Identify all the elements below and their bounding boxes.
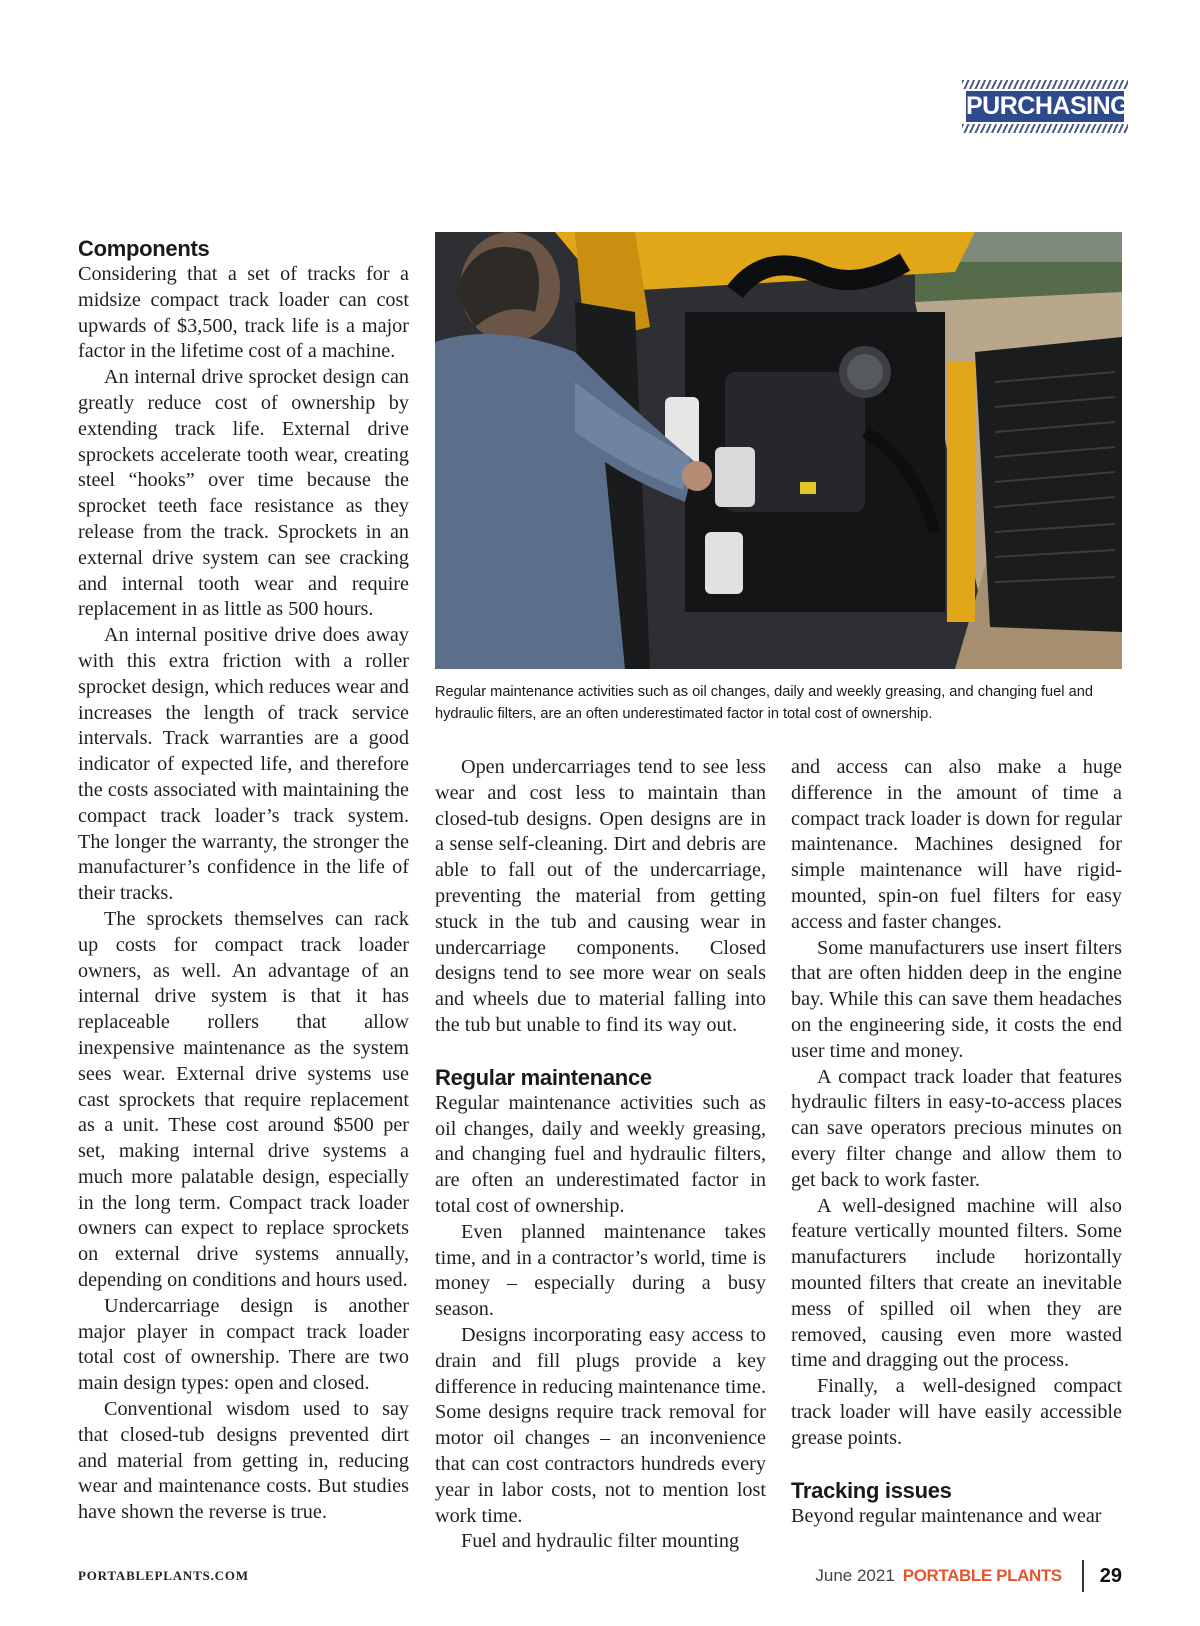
footer-website: PORTABLEPLANTS.COM [78,1568,249,1583]
paragraph: An internal positive drive does away with this extra friction with a roller sprocket design, which reduces wear and increases the length of track service intervals. Track warranties are a good indicator of expected life, and therefore the costs associated with maintaining the compact track loader’s track system. The longer the warranty, the stronger the manufacturer’s confidence in the life of their tracks. [78,624,409,905]
badge-hatch-top [962,80,1128,89]
paragraph: Designs incorporating easy access to drain and fill plugs provide a key difference in reducing maintenance time. Some designs require track removal for motor oil changes – an inconvenience that can cost contractors hundreds every year in labor costs, not to mention lost work time. [435,1323,766,1527]
column-2 [435,755,766,1555]
tracking-issues-heading: Tracking issues [791,1477,952,1503]
paragraph: The sprockets themselves can rack up costs for compact track loader owners, as well. An advantage of an internal drive system is that it has replaceable rollers that allow inexpensive maintenance as the system sees wear. External drive systems use cast sprockets that require replacement as a unit. These cost around $500 per set, making internal drive systems a much more palatable design, especially in the long term. Compact track loader owners can expect to replace sprockets on external drive systems annually, depending on conditions and hours used. [78,907,409,1292]
paragraph: An internal drive sprocket design can greatly reduce cost of ownership by extending track life. External drive sprockets accelerate tooth wear, creating steel “hooks” over time because the sprocket teeth face resistance as they release from the track. Sprockets in an external drive system can see cracking and internal tooth wear and require replacement in as little as 500 hours. [78,366,409,621]
footer-date: June 2021 [815,1566,895,1585]
footer-divider [1082,1560,1084,1592]
regular-maintenance-heading: Regular maintenance [435,1064,652,1090]
badge-hatch-bottom [962,124,1128,133]
section-badge [962,80,1128,134]
footer-magazine: PORTABLE PLANTS [902,1566,1062,1585]
components-heading: Components [78,236,210,261]
paragraph: Open undercarriages tend to see less wear and cost less to maintain than closed-tub designs. Open designs are in a sense self-cleaning. Dirt and debris are able to fall out of the undercarriage, preventing the material from getting stuck in the tub and causing wear in undercarriage components. Closed designs tend to see more wear on seals and wheels due to material falling into the tub but unable to find its way out. [435,756,766,1036]
paragraph: Some manufacturers use insert filters that are often hidden deep in the engine bay. While this can save them headaches on the engineering side, it costs the end user time and money. [791,936,1122,1062]
paragraph: Conventional wisdom used to say that closed-tub designs prevented dirt and material from getting in, reducing wear and maintenance costs. But studies have shown the reverse is true. [78,1398,409,1524]
paragraph: Undercarriage design is another major player in compact track loader total cost of ownership. There are two main design types: open and closed. [78,1294,409,1395]
section-label: PURCHASING [966,92,1130,120]
paragraph: Considering that a set of tracks for a midsize compact track loader can cost upwards of $3,500, track life is a major factor in the lifetime cost of a machine. [78,263,409,363]
page-number: 29 [1099,1564,1122,1587]
paragraph: Regular maintenance activities such as oil changes, daily and weekly greasing, and changing fuel and hydraulic filters, are often an underestimated factor in total cost of ownership. [435,1091,766,1217]
photo-caption: Regular maintenance activities such as oil changes, daily and weekly greasing, and changing fuel and hydraulic filters, are an often underestimated factor in total cost of ownership. [435,684,1093,722]
paragraph: Finally, a well-designed compact track loader will have easily accessible grease points. [791,1375,1122,1449]
paragraph: A compact track loader that features hydraulic filters in easy-to-access places can save operators precious minutes on every filter change and allow them to get back to work faster. [791,1065,1122,1191]
maintenance-photo [435,232,1122,669]
paragraph: A well-designed machine will also feature vertically mounted filters. Some manufacturers include horizontally mounted filters that create an inevitable mess of spilled oil when they are removed, causing even more wasted time and dragging out the process. [791,1194,1122,1372]
paragraph: Beyond regular maintenance and wear [791,1504,1102,1527]
paragraph: Even planned maintenance takes time, and in a contractor’s world, time is money – especially during a busy season. [435,1220,766,1321]
paragraph: Fuel and hydraulic filter mounting [461,1530,740,1553]
column-3 [791,755,1122,1529]
footer-folio [815,1560,1122,1592]
paragraph: and access can also make a huge difference in the amount of time a compact track loader is down for regular maintenance. Machines designed for simple maintenance will have rigid-mounted, spin-on fuel filters for easy access and faster changes. [791,756,1122,933]
column-1 [78,236,409,1526]
